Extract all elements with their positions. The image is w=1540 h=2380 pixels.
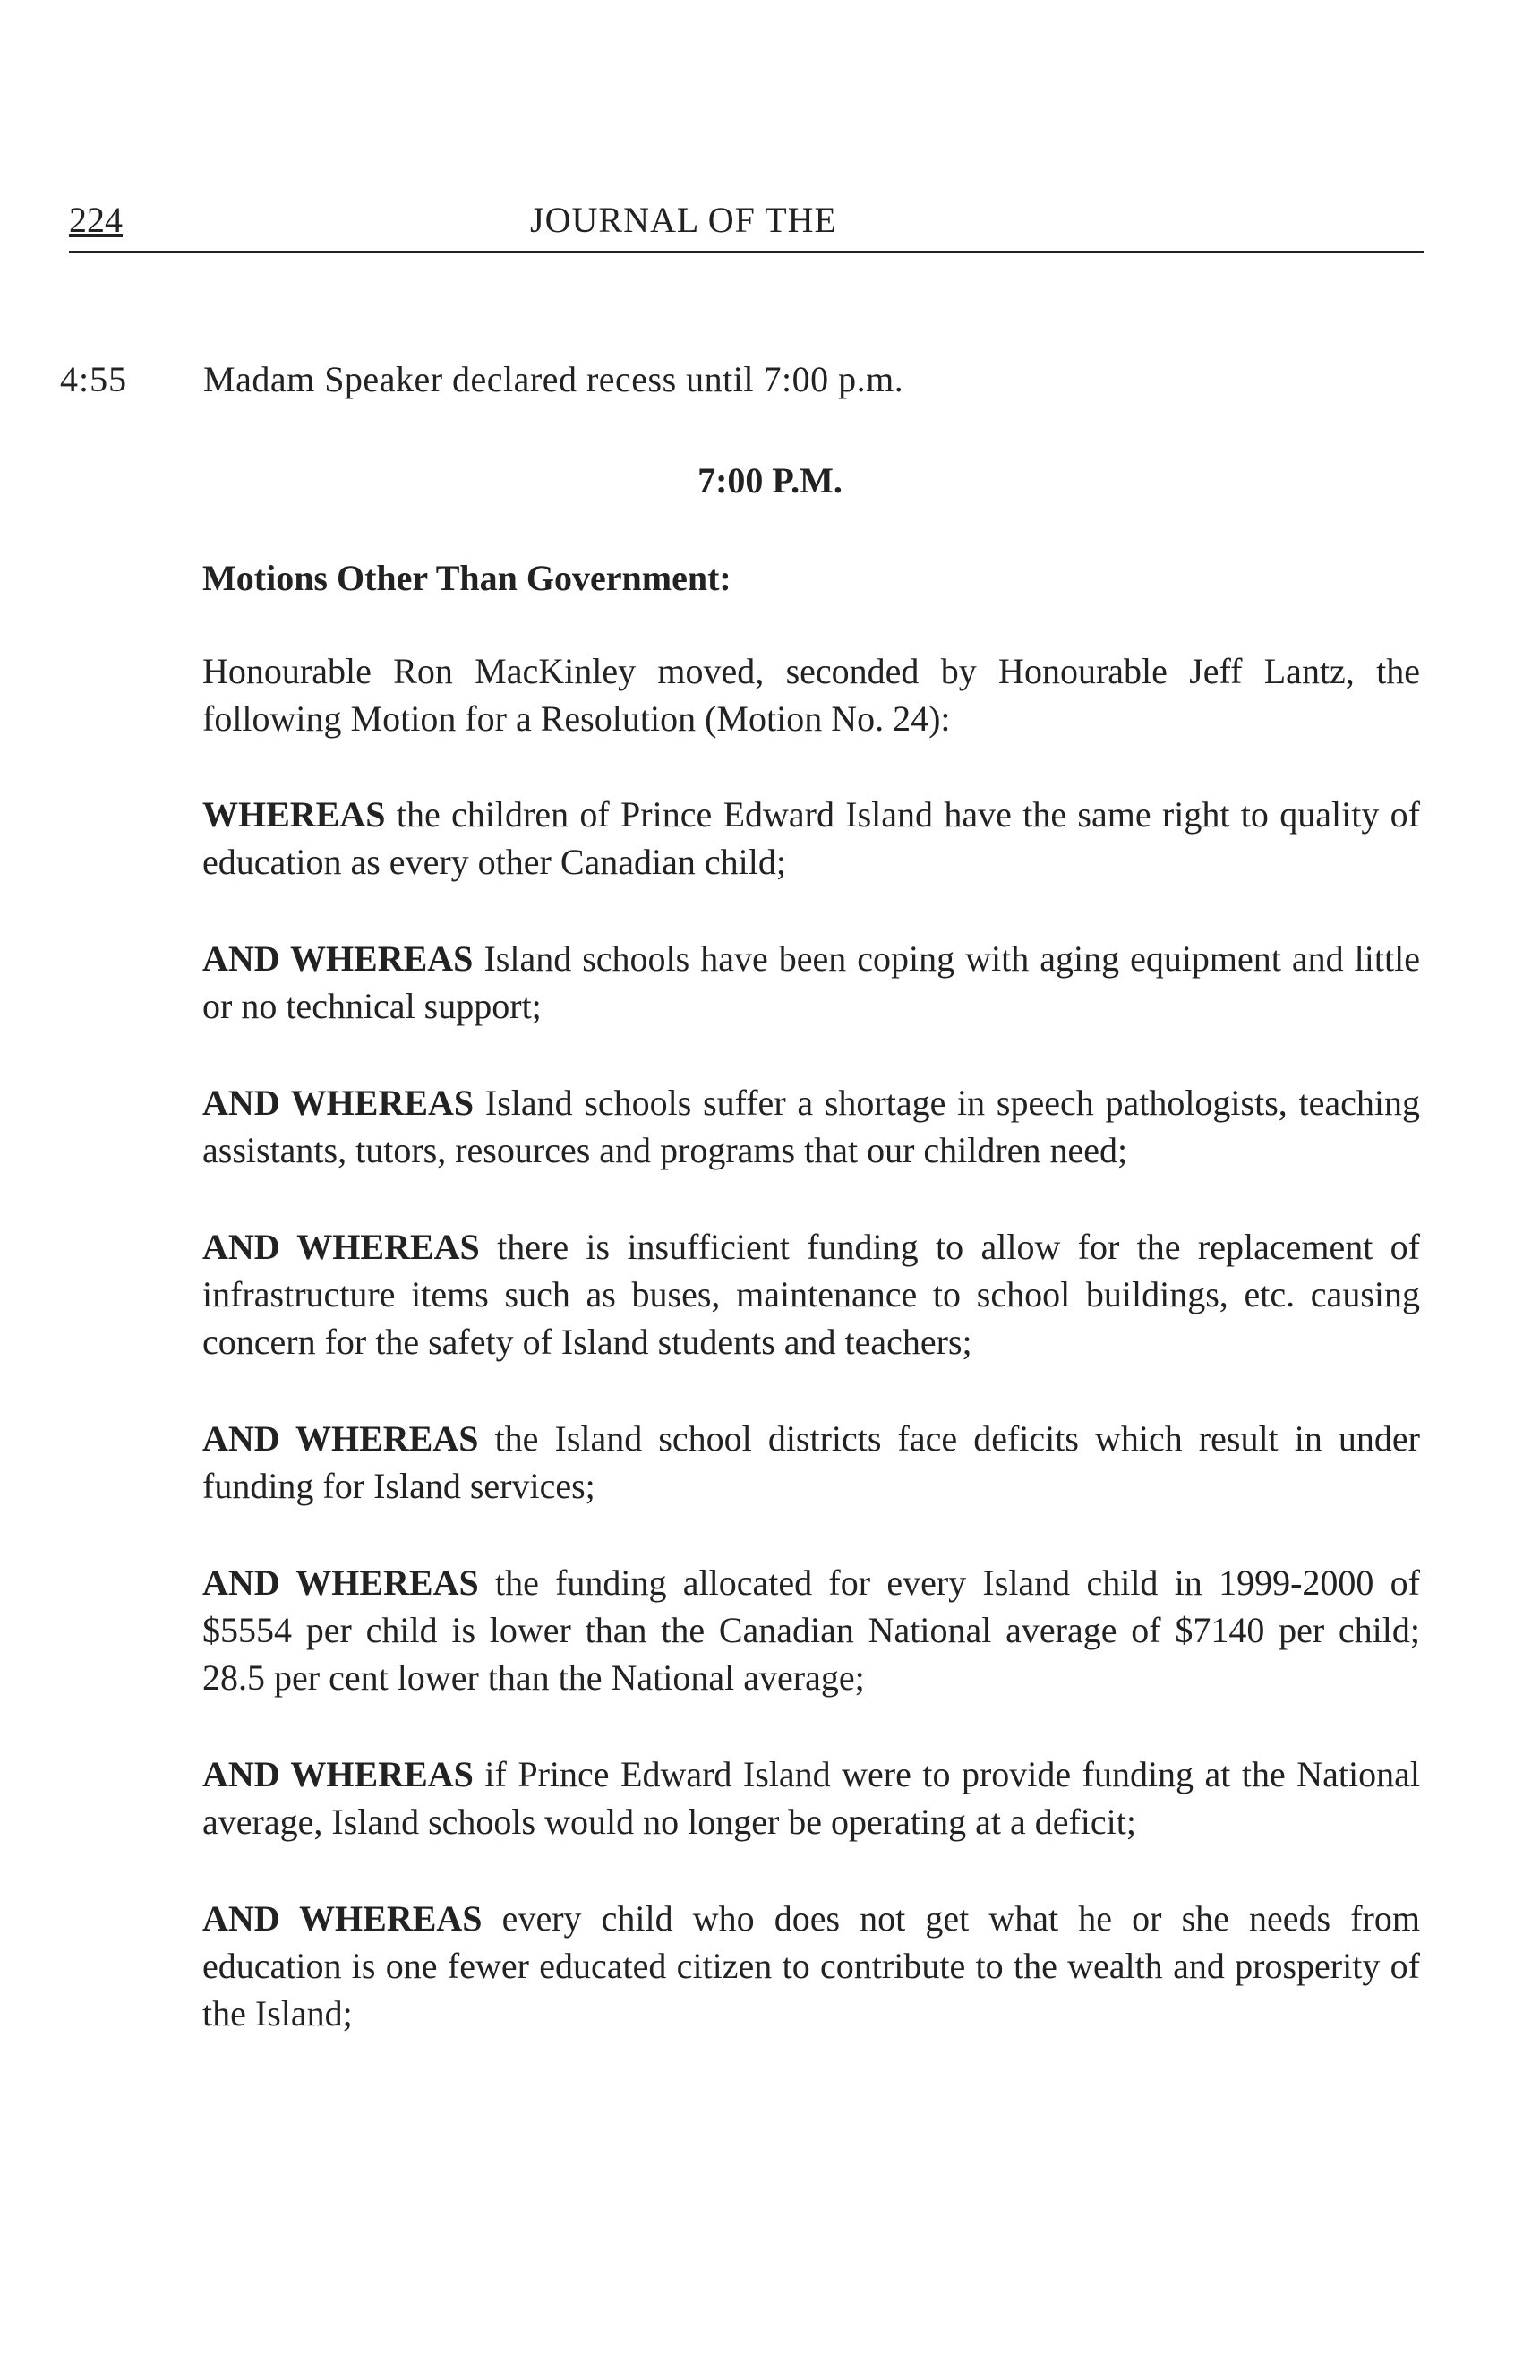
clause-lead: AND WHEREAS [202, 1754, 474, 1794]
clause-text: Island schools suffer a shortage in speech pathologists, teaching assistants, tutors, resources and programs that our children need; [202, 1083, 1420, 1170]
clause-paragraph [202, 1079, 1420, 1174]
clause-lead: WHEREAS [202, 794, 386, 835]
clause-lead: AND WHEREAS [202, 1898, 483, 1939]
clause-paragraph [202, 1223, 1420, 1366]
clause-text: the Island school districts face deficits which result in under funding for Island services; [202, 1418, 1420, 1506]
journal-title: JOURNAL OF THE [530, 200, 837, 240]
clause-lead: AND WHEREAS [202, 1227, 480, 1267]
clause-lead: AND WHEREAS [202, 938, 474, 979]
clause-paragraph [202, 1559, 1420, 1701]
clause-text: the children of Prince Edward Island have the same right to quality of education as every other Canadian child; [202, 794, 1420, 882]
running-header [69, 199, 1424, 253]
page-number: 224 [69, 200, 123, 240]
clause-paragraph [202, 935, 1420, 1030]
section-heading: Motions Other Than Government: [202, 558, 732, 598]
clause-text: the funding allocated for every Island child in 1999-2000 of $5554 per child is lower than the Canadian National average of $7140 per child; 28.5 per cent lower than the National average; [202, 1562, 1420, 1698]
clause-text: there is insufficient funding to allow for the replacement of infrastructure items such as buses, maintenance to school buildings, etc. causing concern for the safety of Island students and teachers; [202, 1227, 1420, 1362]
clause-paragraph [202, 1415, 1420, 1510]
clause-paragraph [202, 791, 1420, 886]
session-time-heading: 7:00 P.M. [697, 460, 843, 501]
clause-lead: AND WHEREAS [202, 1418, 479, 1459]
motion-intro: Honourable Ron MacKinley moved, seconded by Honourable Jeff Lantz, the following Motion for a Resolution (Motion No. 24): [202, 651, 1420, 739]
clause-lead: AND WHEREAS [202, 1562, 479, 1603]
clause-text: every child who does not get what he or she needs from education is one fewer educated citizen to contribute to the wealth and prosperity of the Island; [202, 1898, 1420, 2033]
clause-paragraph [202, 1895, 1420, 2037]
recess-time: 4:55 [60, 359, 128, 399]
recess-text: Madam Speaker declared recess until 7:00 p.m. [203, 359, 904, 399]
clause-text: if Prince Edward Island were to provide funding at the National average, Island schools would no longer be operating at a deficit; [202, 1754, 1420, 1842]
clause-lead: AND WHEREAS [202, 1083, 475, 1123]
clause-text: Island schools have been coping with aging equipment and little or no technical support; [202, 938, 1420, 1026]
clause-paragraph [202, 1751, 1420, 1845]
